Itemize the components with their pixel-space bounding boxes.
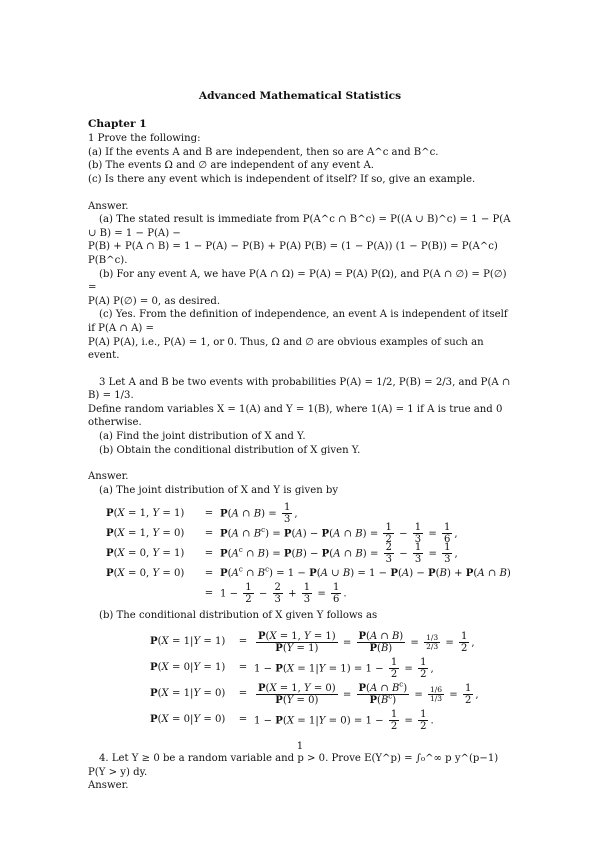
- joint-eq-row: = 1 − $\frac{1}{2}$ − $\frac{2}{3}$ + $\frac{1}{3}$ = $\frac{1}{6}$ .: [204, 581, 347, 605]
- answer-label-3: Answer.: [88, 471, 129, 483]
- question-3: [88, 376, 512, 458]
- q4-line: 4. Let Y ≥ 0 be a random variable and p > 0. Prove E(Y^p) = ∫₀^∞ p y^(p−1) P(Y > y) dy.: [88, 753, 499, 778]
- answer-1: [88, 213, 512, 363]
- cond-eq-row: P(X = 0|Y = 1) = 1 − P(X = 1|Y = 1) = 1 − $\frac{1}{2}$ = $\frac{1}{2}$ ,: [150, 656, 434, 680]
- q3-part-b: (b) Obtain the conditional distribution of X given Y.: [99, 444, 361, 456]
- q1-part-c: (c) Is there any event which is independent of itself? If so, give an example.: [88, 173, 476, 185]
- cond-eq-row: P(X = 1|Y = 0) = $\frac{P(X = 1, Y = 0)}{P(Y = 0)}$ = $\frac{P(A \cap B^c)}{P(B^c)}$ = $\frac{1/6}{1/3}$ = $\frac{1}{2}$ ,: [150, 680, 479, 706]
- conditional-distribution-equations: [88, 629, 512, 733]
- q3-part-a: (a) Find the joint distribution of X and Y.: [99, 431, 306, 443]
- document-title: Advanced Mathematical Statistics: [198, 90, 402, 102]
- joint-eq-row: P(X = 0, Y = 0) = $P(A^c$ ∩ $B^c) = 1 - P(A$ ∪ B) = 1 − P(A) − P(B) + P(A ∩ B): [106, 565, 511, 579]
- q3-line1: 3 Let A and B be two events with probabilities P(A) = 1/2, P(B) = 2/3, and P(A ∩ B) = 1/3.: [88, 376, 511, 402]
- q1-intro: 1 Prove the following:: [88, 133, 201, 145]
- joint-eq-row: P(X = 0, Y = 1) = $P(A^c$ ∩ B) = P(B) − P(A ∩ B) = $\frac{2}{3}$ − $\frac{1}{3}$ = $\frac{1}{3}$ ,: [106, 541, 458, 565]
- joint-distribution-equations: [88, 503, 512, 603]
- answer-label-4: Answer.: [88, 780, 129, 792]
- joint-eq-row: P(X = 1, Y = 0) = P(A ∩ $B^c) = P(A) - P(A$ ∩ B) = $\frac{1}{2}$ − $\frac{1}{3}$ = $\frac{1}{6}$ ,: [106, 521, 458, 545]
- cond-eq-row: P(X = 0|Y = 0) = 1 − P(X = 1|Y = 0) = 1 − $\frac{1}{2}$ = $\frac{1}{2}$ .: [150, 708, 434, 732]
- a1-part-a-line1: (a) The stated result is immediate from P(A^c ∩ B^c) = P((A ∪ B)^c) = 1 − P(A ∪ B) = 1 − P(A) −: [88, 214, 511, 239]
- a1-part-c-line2: P(A) P(A), i.e., P(A) = 1, or 0. Thus, Ω and ∅ are obvious examples of such an event.: [88, 336, 484, 362]
- a3-cond-intro: (b) The conditional distribution of X given Y follows as: [99, 610, 378, 622]
- a1-part-a-line2: P(B) + P(A ∩ B) = 1 − P(A) − P(B) + P(A) P(B) = (1 − P(A)) (1 − P(B)) = P(A^c) P(B^c).: [88, 241, 498, 266]
- answer-label-1: Answer.: [88, 200, 129, 212]
- joint-eq-row: P(X = 1, Y = 1) = P(A ∩ B) = $\frac{1}{3}$ ,: [106, 501, 298, 525]
- question-4: [88, 752, 512, 793]
- cond-eq-row: P(X = 1|Y = 1) = $\frac{P(X = 1, Y = 1)}{P(Y = 1)}$ = $\frac{P(A \cap B)}{P(B)}$ = $\frac{1/3}{2/3}$ = $\frac{1}{2}$ ,: [150, 630, 475, 654]
- document-body: [88, 90, 512, 793]
- question-1: [88, 132, 512, 186]
- q1-part-a: (a) If the events A and B are independent, then so are A^c and B^c.: [88, 146, 439, 158]
- chapter-heading: Chapter 1: [88, 117, 147, 130]
- page-number: 1: [296, 741, 304, 752]
- a1-part-c-line1: (c) Yes. From the definition of independence, an event A is independent of itself if P(A ∩ A) =: [88, 309, 508, 334]
- a1-part-b-line1: (b) For any event A, we have P(A ∩ Ω) = P(A) = P(A) P(Ω), and P(A ∩ ∅) = P(∅) =: [88, 268, 507, 294]
- q1-part-b: (b) The events Ω and ∅ are independent of any event A.: [88, 160, 375, 172]
- a1-part-b-line2: P(A) P(∅) = 0, as desired.: [88, 295, 221, 307]
- a3-joint-intro: (a) The joint distribution of X and Y is given by: [99, 484, 339, 496]
- q3-line2: Define random variables X = 1(A) and Y = 1(B), where 1(A) = 1 if A is true and 0 otherwise.: [88, 403, 503, 429]
